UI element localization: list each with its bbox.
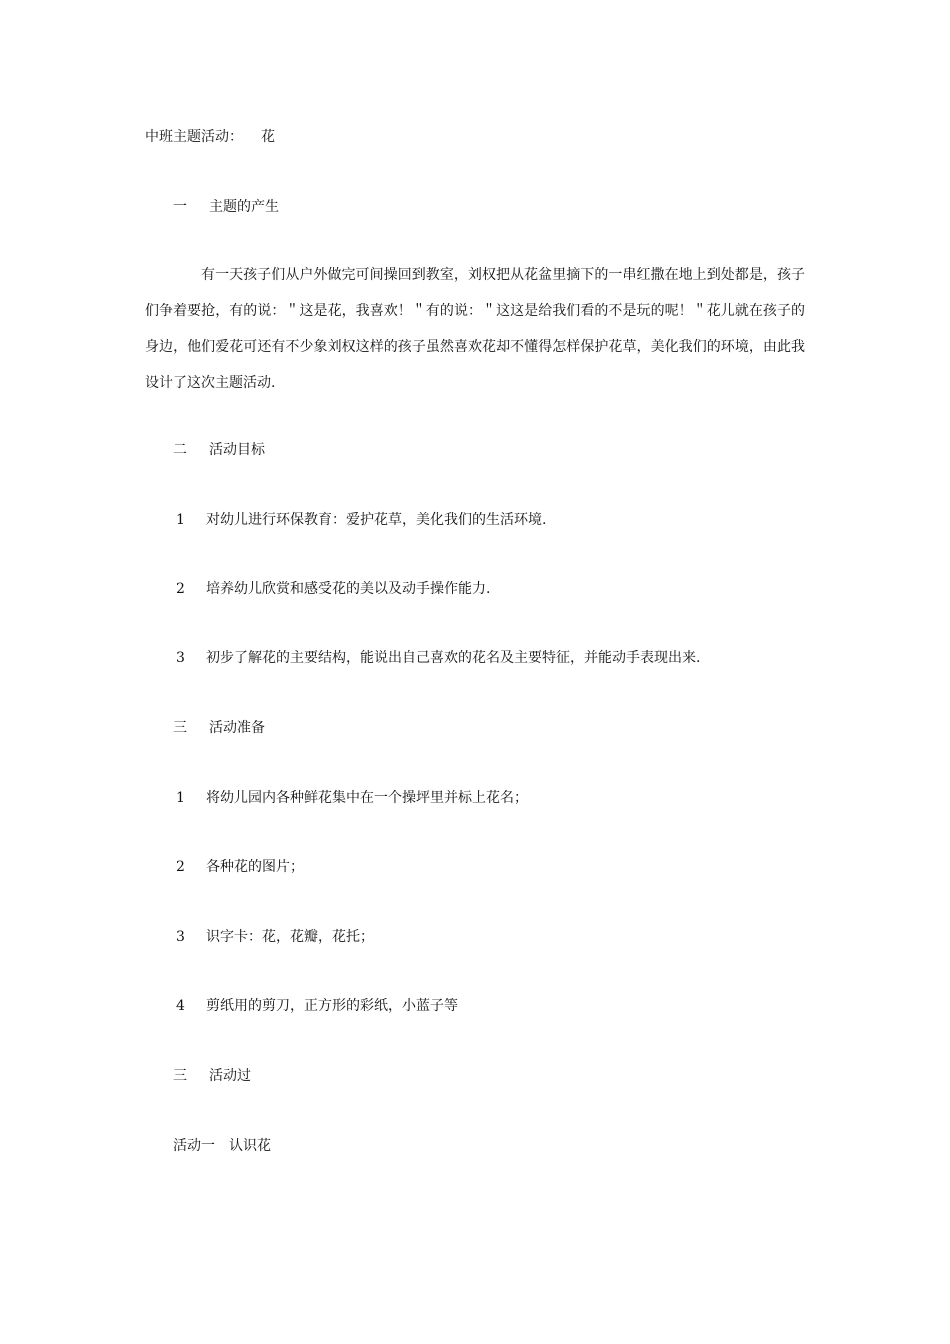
section-heading-goals [173,440,265,460]
goal-item [176,579,490,599]
item-number: 3 [176,929,185,945]
section-number: 二 [173,442,187,458]
item-text: 将幼儿园内各种鲜花集中在一个操坪里并标上花名； [206,790,528,806]
title-label: 中班主题活动： [145,129,243,145]
origin-paragraph [145,257,805,401]
goal-item [176,510,546,530]
preparation-item [176,857,304,877]
item-text: 剪纸用的剪刀，正方形的彩纸，小蓝子等 [206,998,458,1014]
item-text: 识字卡：花，花瓣，花托； [206,929,374,945]
item-number: 4 [176,998,185,1014]
section-number: 一 [173,199,187,215]
section-heading-process [173,1066,251,1086]
section-title: 活动准备 [209,720,265,736]
preparation-item [176,788,528,808]
item-text: 对幼儿进行环保教育：爱护花草，美化我们的生活环境. [206,512,547,528]
section-title: 活动目标 [209,442,265,458]
section-heading-preparation [173,718,265,738]
activity-name: 认识花 [229,1138,271,1154]
item-text: 培养幼儿欣赏和感受花的美以及动手操作能力. [206,581,491,597]
item-number: 1 [176,790,185,806]
section-heading-origin [173,197,279,217]
document-title [145,127,275,147]
title-subject: 花 [261,129,275,145]
item-text: 初步了解花的主要结构，能说出自己喜欢的花名及主要特征，并能动手表现出来. [206,650,701,666]
section-number: 三 [173,1068,187,1084]
item-number: 2 [176,859,185,875]
preparation-item [176,996,458,1016]
item-number: 2 [176,581,185,597]
preparation-item [176,927,374,947]
paragraph-text: 有一天孩子们从户外做完可间操回到教室，刘权把从花盆里摘下的一串红撒在地上到处都是，孩子们争着要抢，有的说：＂这是花，我喜欢！＂有的说：＂这这是给我们看的不是玩的呢！＂花儿就在孩子的身边，他们爱花可还有不少象刘权这样的孩子虽然喜欢花却不懂得怎样保护花草，美化我们的环境，由此我设计了这次主题活动. [145,267,805,391]
item-text: 各种花的图片； [206,859,304,875]
item-number: 3 [176,650,185,666]
section-title: 活动过 [209,1068,251,1084]
section-title: 主题的产生 [209,199,279,215]
section-number: 三 [173,720,187,736]
activity-label: 活动一 [173,1138,215,1154]
goal-item [176,648,700,668]
item-number: 1 [176,512,185,528]
activity-heading [173,1136,271,1156]
